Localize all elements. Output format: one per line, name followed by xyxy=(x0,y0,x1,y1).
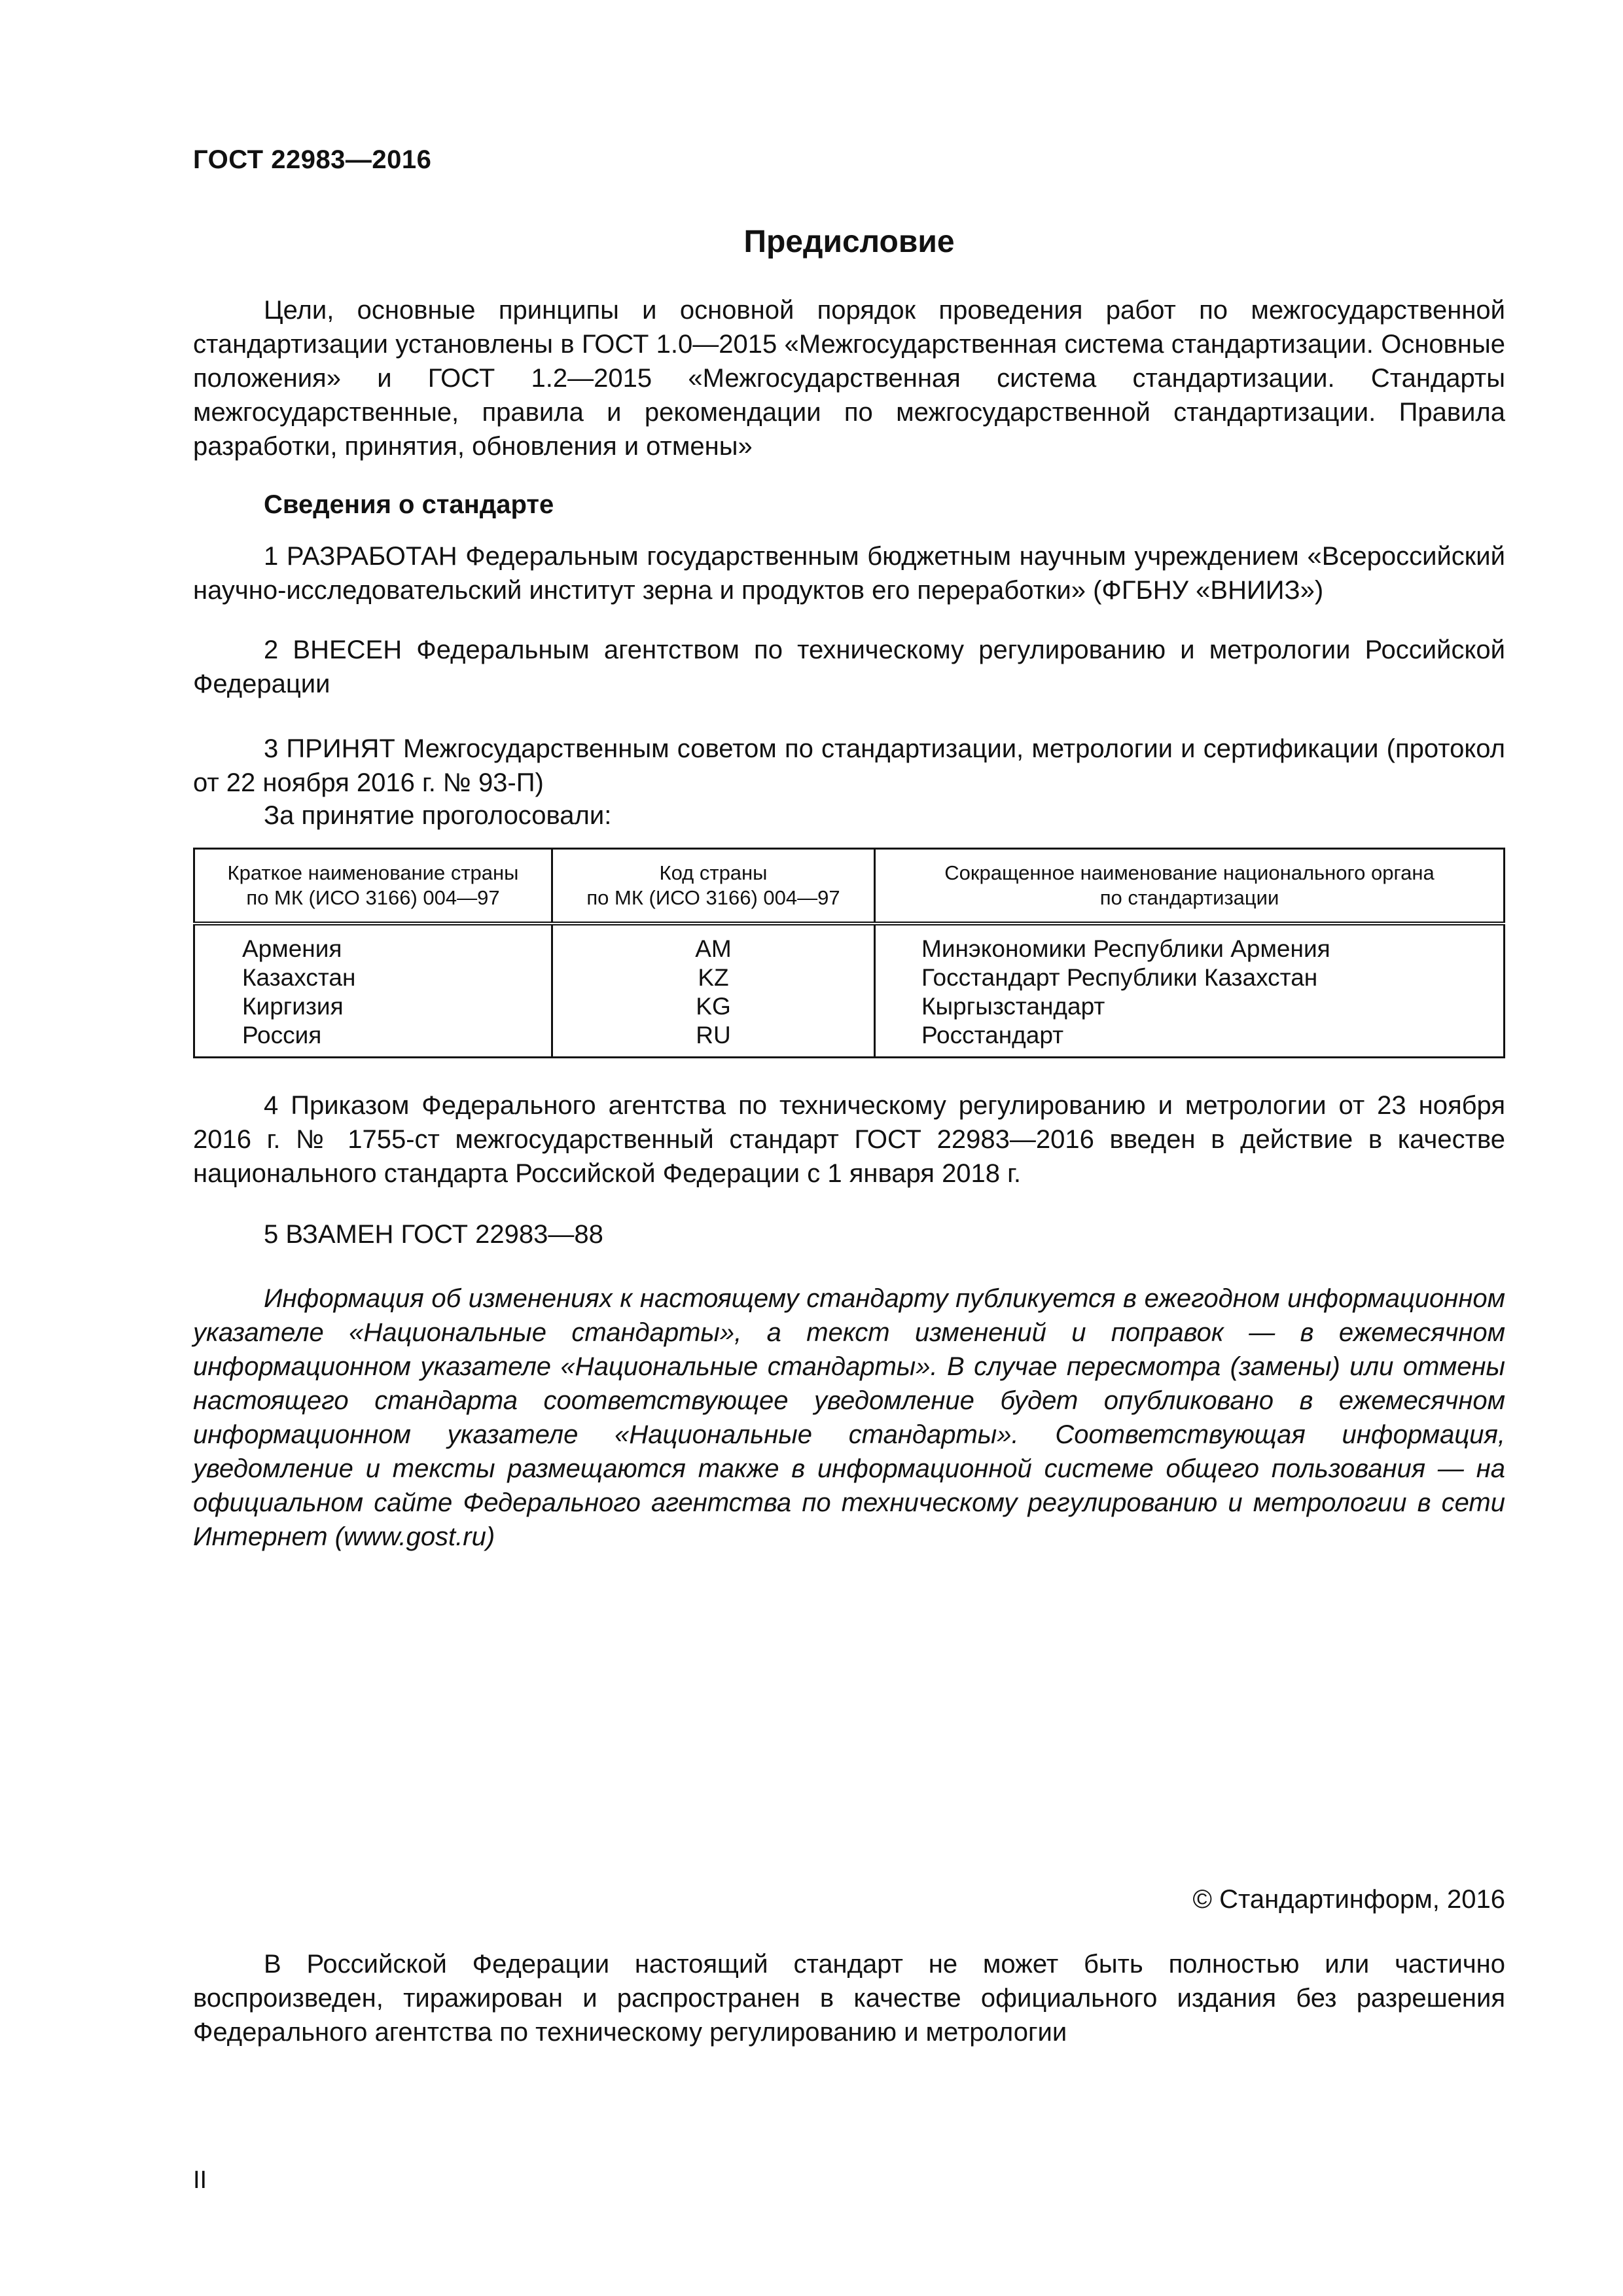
table-body-row xyxy=(194,924,1505,1058)
intro-paragraph: Цели, основные принципы и основной порядок проведения работ по межгосударственной стандартизации установлены в ГОСТ 1.0—2015 «Межгосударственная система стандартизации. Основные положения» и ГОСТ 1.2—2015 «Межгосударственная система стандартизации. Стандарты межгосударственные, правила и рекомендации по межгосударственной стандартизации. Правила разработки, принятия, обновления и отмены» xyxy=(193,296,1505,461)
voted-label: За принятие проголосовали: xyxy=(264,801,612,830)
reproduction-restriction: В Российской Федерации настоящий стандарт не может быть полностью или частично воспроизведен, тиражирован и распространен в качестве официального издания без разрешения Федерального агентства по техническому регулированию и метрологии xyxy=(193,1950,1505,2047)
header-country: Краткое наименование страны по МК (ИСО 3166) 004—97 xyxy=(194,849,552,924)
item-adopted: 3 ПРИНЯТ Межгосударственным советом по стандартизации, метрологии и сертификации (протокол от 22 ноября 2016 г. № 93-П) xyxy=(193,734,1505,797)
item-replaces: 5 ВЗАМЕН ГОСТ 22983—88 xyxy=(264,1220,603,1249)
table-cell-code: KG xyxy=(696,993,731,1020)
table-cell-country: Киргизия xyxy=(242,993,344,1020)
page-number: II xyxy=(193,2166,207,2194)
table-cell-country: Россия xyxy=(242,1022,322,1049)
item-developed: 1 РАЗРАБОТАН Федеральным государственным бюджетным научным учреждением «Всероссийский научно-исследовательский институт зерна и продуктов его переработки» (ФГБНУ «ВНИИЗ») xyxy=(193,542,1505,605)
country-column xyxy=(194,924,552,1058)
page-title: Предисловие xyxy=(743,224,955,259)
table-cell-body: Госстандарт Республики Казахстан xyxy=(921,964,1318,991)
table-cell-code: KZ xyxy=(698,964,729,991)
table-cell-code: RU xyxy=(696,1022,731,1049)
body-column xyxy=(875,924,1505,1058)
changes-notice: Информация об изменениях к настоящему стандарту публикуется в ежегодном информационном указателе «Национальные стандарты», а текст изменений и поправок — в ежемесячном информационном указателе «Национальные стандарты». В случае пересмотра (замены) или отмены настоящего стандарта соответствующее уведомление будет опубликовано в ежемесячном информационном указателе «Национальные стандарты». Соответствующая информация, уведомление и тексты размещаются также в информационной системе общего пользования — на официальном сайте Федерального агентства по техническому регулированию и метрологии в сети Интернет (www.gost.ru) xyxy=(193,1284,1505,1551)
info-heading: Сведения о стандарте xyxy=(264,490,554,519)
header-body: Сокращенное наименование национального органа по стандартизации xyxy=(875,849,1505,924)
table-cell-body: Кыргызстандарт xyxy=(921,993,1105,1020)
voting-table xyxy=(193,848,1505,1058)
table-cell-country: Казахстан xyxy=(242,964,356,991)
table-cell-country: Армения xyxy=(242,935,342,962)
table-cell-code: AM xyxy=(695,935,732,962)
standard-code-header: ГОСТ 22983—2016 xyxy=(193,145,432,174)
table-cell-body: Росстандарт xyxy=(921,1022,1064,1049)
header-code: Код страны по МК (ИСО 3166) 004—97 xyxy=(552,849,875,924)
item-introduced: 2 ВНЕСЕН Федеральным агентством по техническому регулированию и метрологии Российской Федерации xyxy=(193,636,1505,698)
item-order: 4 Приказом Федерального агентства по техническому регулированию и метрологии от 23 ноября 2016 г. № 1755-ст межгосударственный стандарт ГОСТ 22983—2016 введен в действие в качестве национального стандарта Российской Федерации с 1 января 2018 г. xyxy=(193,1091,1505,1188)
code-column xyxy=(552,924,875,1058)
table-cell-body: Минэкономики Республики Армения xyxy=(921,935,1330,962)
table-header-row xyxy=(194,849,1505,924)
copyright: © Стандартинформ, 2016 xyxy=(1192,1885,1505,1914)
